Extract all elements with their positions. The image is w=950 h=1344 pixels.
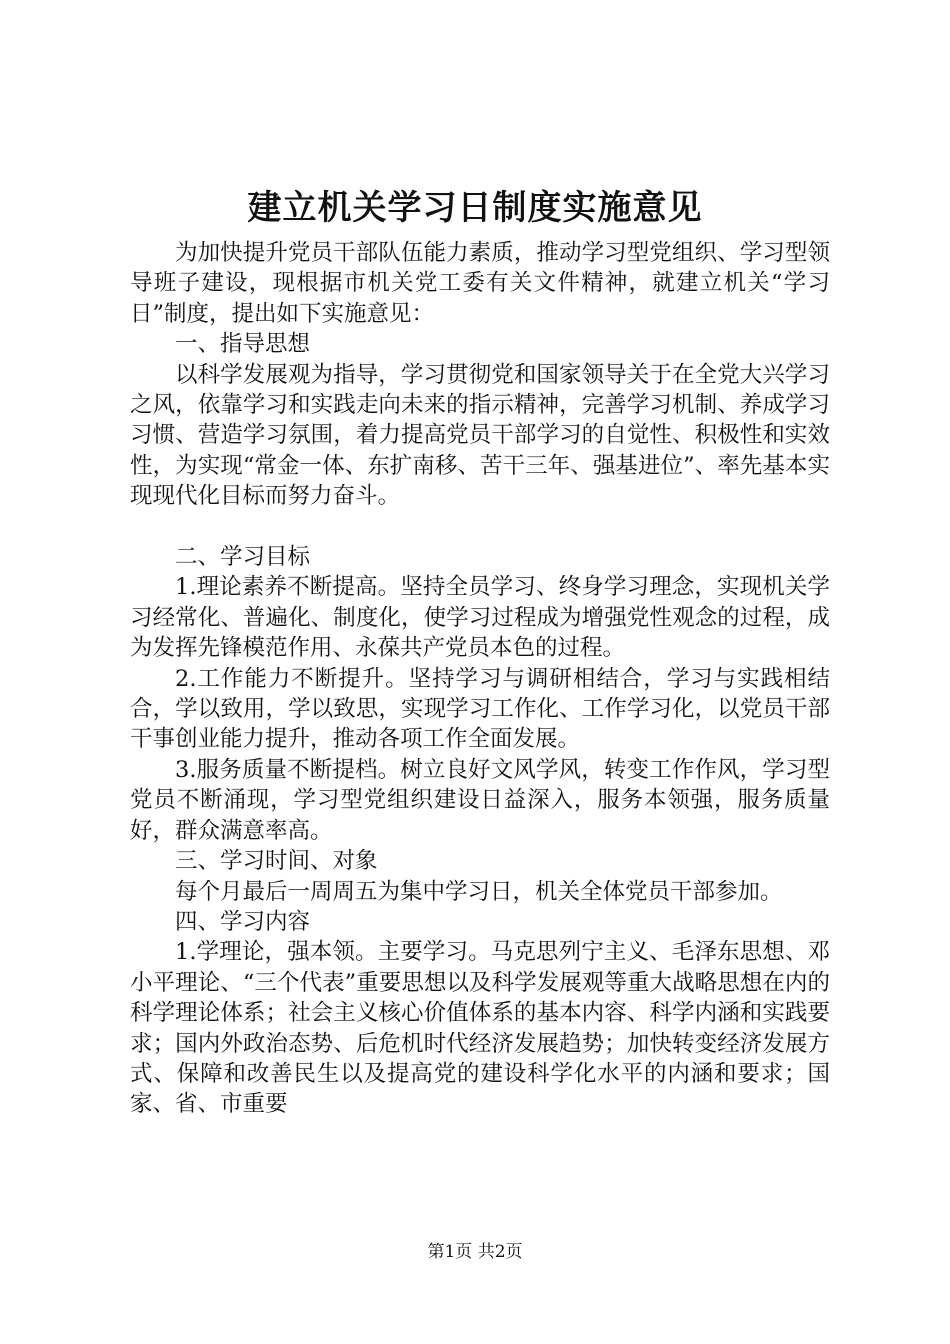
section-2-item-1: 1.理论素养不断提高。坚持全员学习、终身学习理念，实现机关学习经常化、普遍化、制度化，使学习过程成为增强党性观念的过程，成为发挥先锋模范作用、永葆共产党员本色的过程。 [130,574,830,662]
document-body [130,238,830,1120]
section-1-paragraph: 以科学发展观为指导，学习贯彻党和国家领导关于在全党大兴学习之风，依靠学习和实践走向未来的指示精神，完善学习机制、养成学习习惯、营造学习氛围，着力提高党员干部学习的自觉性、积极性和实效性，为实现“常金一体、东扩南移、苦干三年、强基进位”、率先基本实现现代化目标而努力奋斗。 [130,361,830,510]
section-3-paragraph: 每个月最后一周周五为集中学习日，机关全体党员干部参加。 [175,878,783,905]
document-title: 建立机关学习日制度实施意见 [247,188,703,228]
section-2-item-2: 2.工作能力不断提升。坚持学习与调研相结合，学习与实践相结合，学以致用，学以致思，实现学习工作化、工作学习化，以党员干部干事创业能力提升，推动各项工作全面发展。 [130,665,830,753]
section-2-item-3: 3.服务质量不断提档。树立良好文风学风，转变工作作风，学习型党员不断涌现，学习型党组织建设日益深入，服务本领强，服务质量好，群众满意率高。 [130,756,830,844]
section-heading-4: 四、学习内容 [175,908,311,935]
page-footer: 第1页 共2页 [427,1242,523,1262]
section-heading-1: 一、指导思想 [175,331,311,358]
section-heading-3: 三、学习时间、对象 [175,848,378,875]
intro-paragraph: 为加快提升党员干部队伍能力素质，推动学习型党组织、学习型领导班子建设，现根据市机关党工委有关文件精神，就建立机关“学习日”制度，提出如下实施意见： [130,240,830,327]
section-4-item-1: 1.学理论，强本领。主要学习。马克思列宁主义、毛泽东思想、邓小平理论、“三个代表”重要思想以及科学发展观等重大战略思想在内的科学理论体系；社会主义核心价值体系的基本内容、科学内涵和实践要求；国内外政治态势、后危机时代经济发展趋势；加快转变经济发展方式、保障和改善民生以及提高党的建设科学化水平的内涵和要求；国家、省、市重要 [130,939,830,1118]
section-heading-2: 二、学习目标 [175,544,311,571]
blank-line [130,512,830,542]
